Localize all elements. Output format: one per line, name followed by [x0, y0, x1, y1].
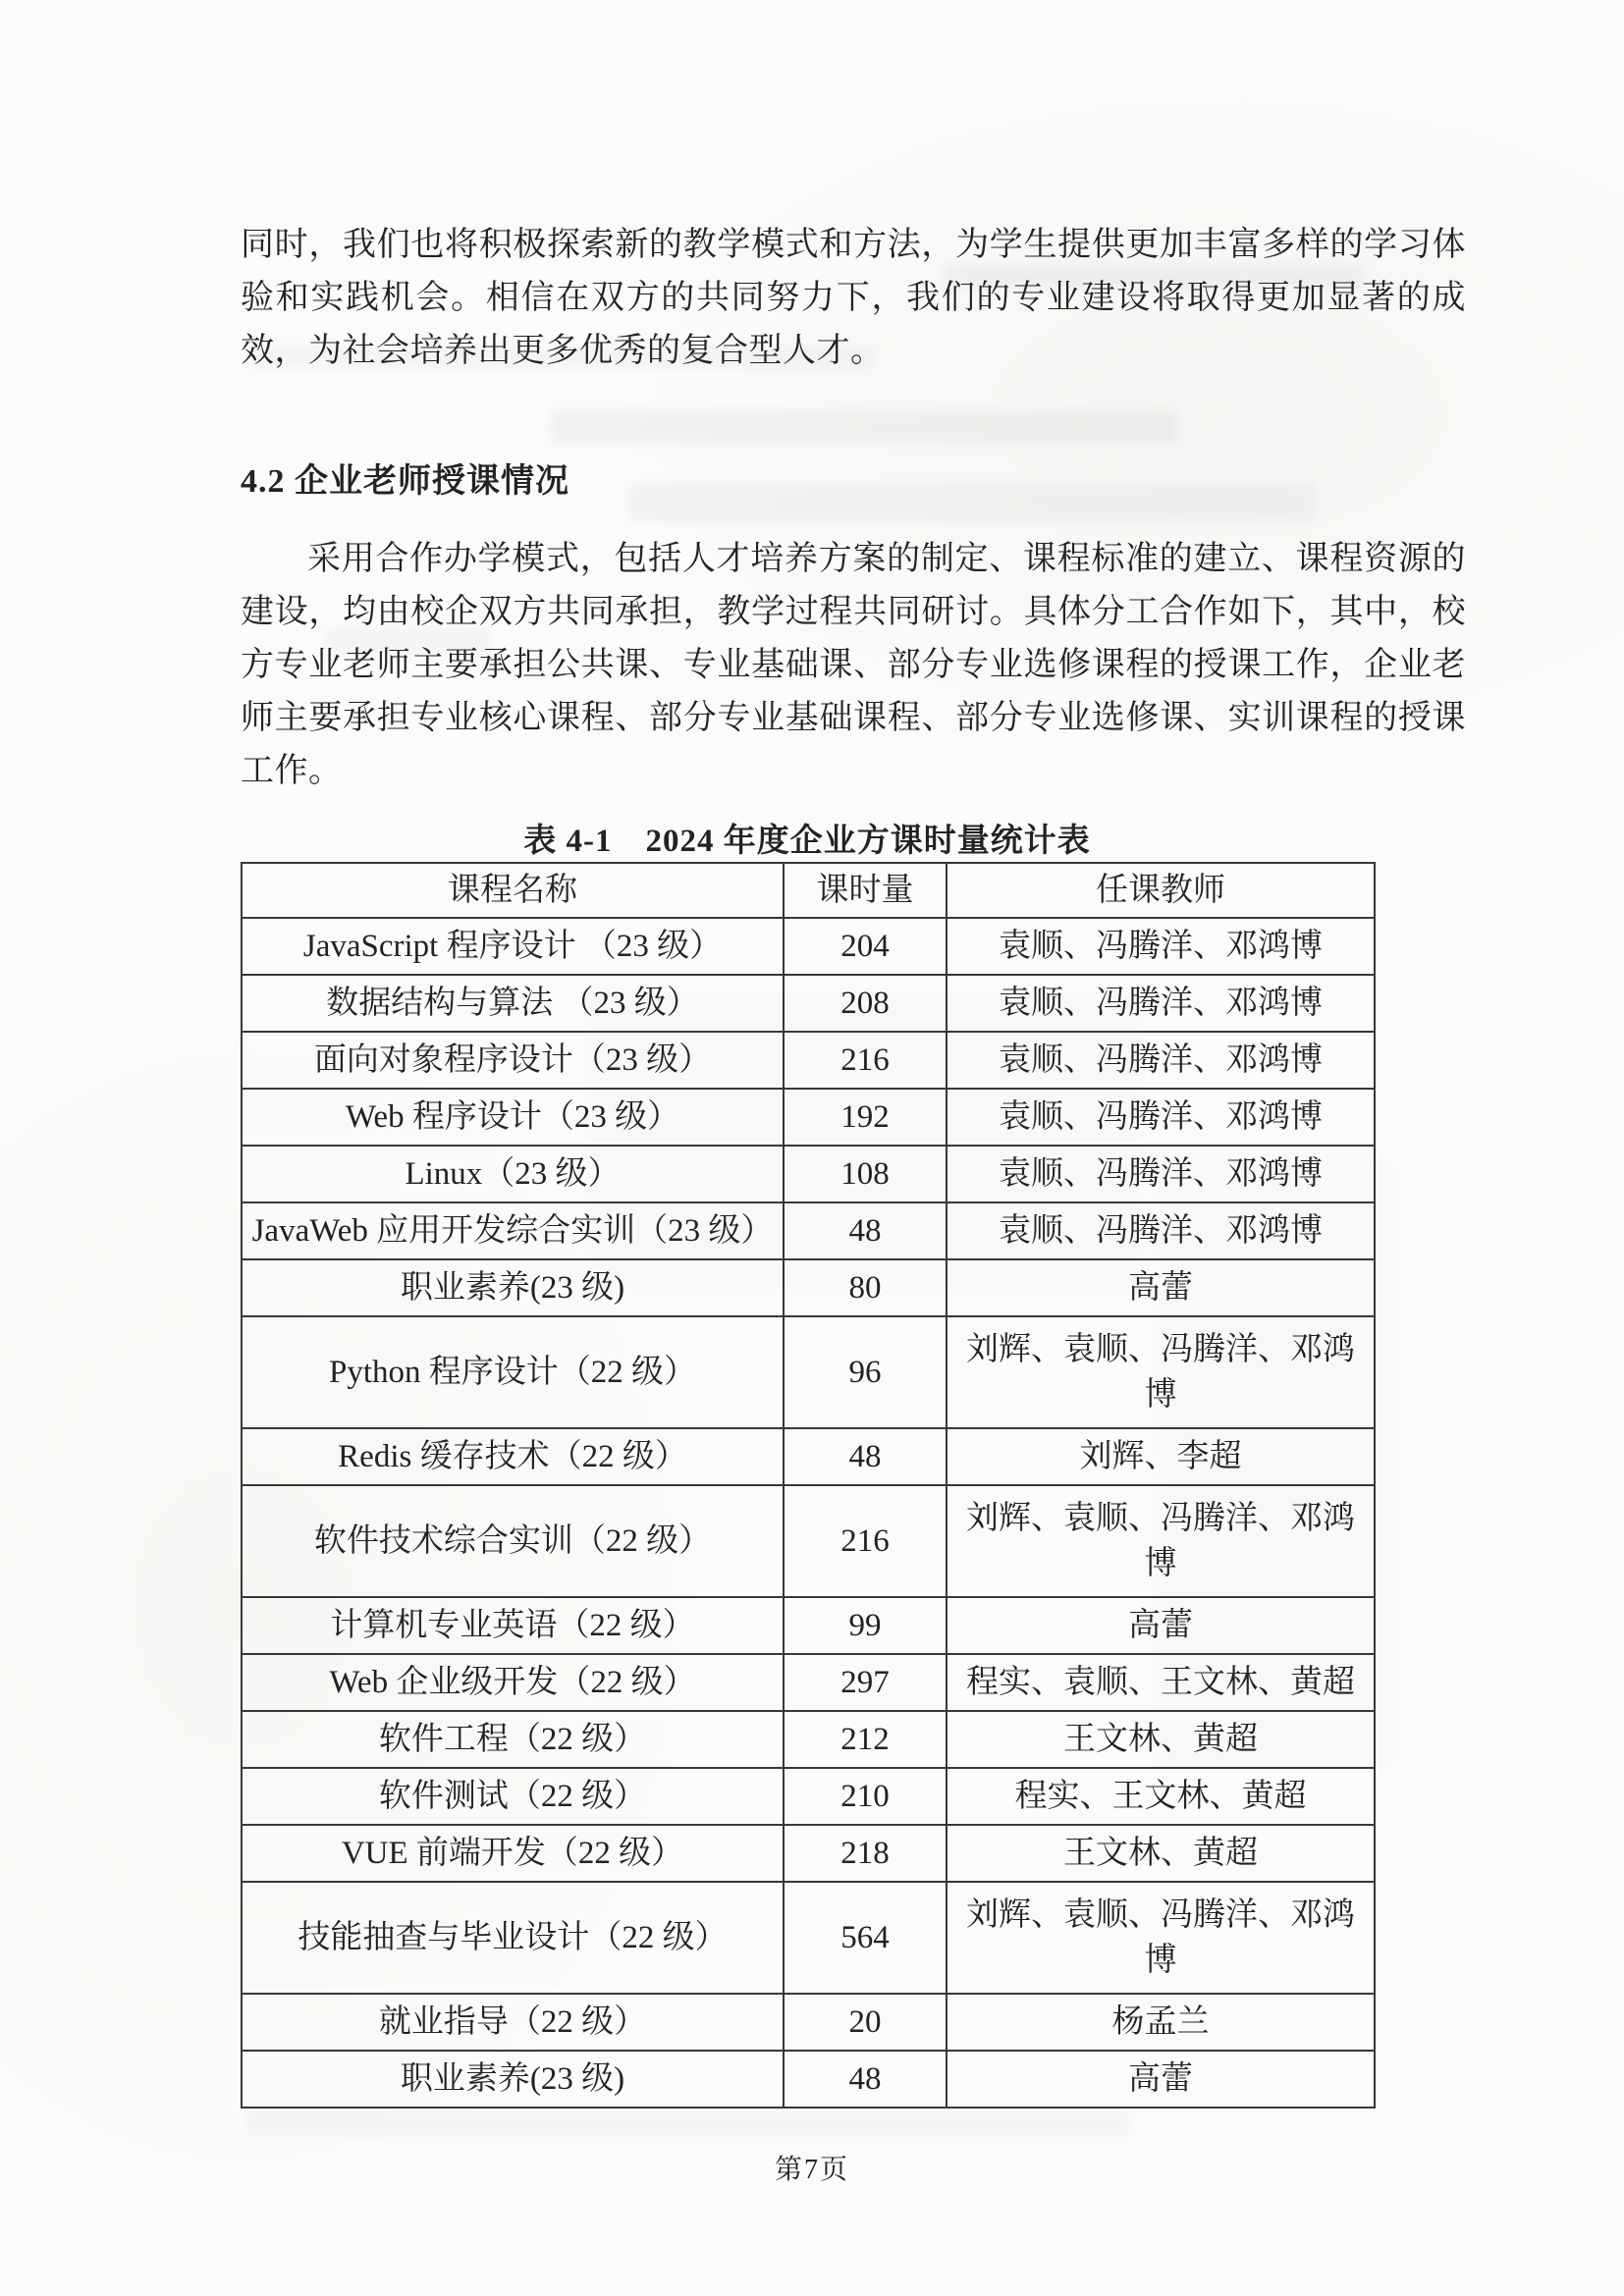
table-body [242, 918, 1375, 2108]
page-number: 第7页 [774, 2155, 849, 2185]
course-cell: Web 企业级开发（22 级） [242, 1654, 784, 1711]
hours-cell: 48 [784, 1202, 947, 1259]
teachers-cell: 袁顺、冯腾洋、邓鸿博 [947, 975, 1375, 1032]
teachers-cell: 袁顺、冯腾洋、邓鸿博 [947, 1032, 1375, 1089]
course-cell: 数据结构与算法 （23 级） [242, 975, 784, 1032]
hours-cell: 204 [784, 918, 947, 975]
hours-cell: 20 [784, 1994, 947, 2051]
table-row [242, 1825, 1375, 1882]
course-cell: 职业素养(23 级) [242, 2051, 784, 2108]
table-row [242, 975, 1375, 1032]
hours-cell: 80 [784, 1259, 947, 1316]
course-cell: 计算机专业英语（22 级） [242, 1597, 784, 1654]
hours-cell: 564 [784, 1882, 947, 1994]
teachers-cell: 高蕾 [947, 1259, 1375, 1316]
course-cell: JavaWeb 应用开发综合实训（23 级） [242, 1202, 784, 1259]
header-teachers: 任课教师 [947, 863, 1375, 918]
section-heading: 4.2 企业老师授课情况 [241, 463, 569, 500]
course-cell: 软件工程（22 级） [242, 1711, 784, 1768]
course-cell: Linux（23 级） [242, 1146, 784, 1202]
teachers-cell: 程实、王文林、黄超 [947, 1768, 1375, 1825]
course-cell: 就业指导（22 级） [242, 1994, 784, 2051]
hours-cell: 297 [784, 1654, 947, 1711]
hours-cell: 96 [784, 1316, 947, 1428]
scan-artifact [550, 410, 1178, 444]
course-cell: 软件测试（22 级） [242, 1768, 784, 1825]
course-cell: 职业素养(23 级) [242, 1259, 784, 1316]
table-row [242, 1768, 1375, 1825]
scan-artifact [628, 483, 1316, 522]
course-cell: Redis 缓存技术（22 级） [242, 1428, 784, 1485]
course-cell: 软件技术综合实训（22 级） [242, 1485, 784, 1597]
header-course-name: 课程名称 [242, 863, 784, 918]
teachers-cell: 刘辉、袁顺、冯腾洋、邓鸿博 [947, 1316, 1375, 1428]
hours-cell: 48 [784, 2051, 947, 2108]
table-row [242, 1428, 1375, 1485]
teachers-cell: 袁顺、冯腾洋、邓鸿博 [947, 918, 1375, 975]
teachers-cell: 袁顺、冯腾洋、邓鸿博 [947, 1202, 1375, 1259]
table-row [242, 1032, 1375, 1089]
hours-cell: 216 [784, 1032, 947, 1089]
scan-artifact [245, 2110, 1129, 2136]
teachers-cell: 袁顺、冯腾洋、邓鸿博 [947, 1146, 1375, 1202]
table-row [242, 1654, 1375, 1711]
table-row [242, 1259, 1375, 1316]
hours-cell: 218 [784, 1825, 947, 1882]
hours-cell: 99 [784, 1597, 947, 1654]
hours-cell: 108 [784, 1146, 947, 1202]
paragraph-section-body: 采用合作办学模式，包括人才培养方案的制定、课程标准的建立、课程资源的建设，均由校企双方共同承担，教学过程共同研讨。具体分工合作如下，其中，校方专业老师主要承担公共课、专业基础课、部分专业选修课程的授课工作，企业老师主要承担专业核心课程、部分专业基础课程、部分专业选修课、实训课程的授课工作。 [241, 541, 1466, 789]
course-cell: 技能抽查与毕业设计（22 级） [242, 1882, 784, 1994]
course-cell: VUE 前端开发（22 级） [242, 1825, 784, 1882]
paragraph-conclusion: 同时，我们也将积极探索新的教学模式和方法，为学生提供更加丰富多样的学习体验和实践机会。相信在双方的共同努力下，我们的专业建设将取得更加显著的成效，为社会培养出更多优秀的复合型人才。 [241, 227, 1466, 369]
table-row [242, 1202, 1375, 1259]
teachers-cell: 刘辉、袁顺、冯腾洋、邓鸿博 [947, 1485, 1375, 1597]
hours-cell: 208 [784, 975, 947, 1032]
table-caption: 表 4-1 2024 年度企业方课时量统计表 [523, 824, 1091, 859]
hours-cell: 212 [784, 1711, 947, 1768]
table-row [242, 918, 1375, 975]
teachers-cell: 高蕾 [947, 1597, 1375, 1654]
header-class-hours: 课时量 [784, 863, 947, 918]
course-hours-table [241, 862, 1376, 2109]
teachers-cell: 刘辉、袁顺、冯腾洋、邓鸿博 [947, 1882, 1375, 1994]
teachers-cell: 高蕾 [947, 2051, 1375, 2108]
table-row [242, 1711, 1375, 1768]
table-row [242, 1994, 1375, 2051]
hours-cell: 216 [784, 1485, 947, 1597]
table-row [242, 1316, 1375, 1428]
course-cell: JavaScript 程序设计 （23 级） [242, 918, 784, 975]
course-cell: Python 程序设计（22 级） [242, 1316, 784, 1428]
teachers-cell: 王文林、黄超 [947, 1825, 1375, 1882]
hours-cell: 48 [784, 1428, 947, 1485]
teachers-cell: 袁顺、冯腾洋、邓鸿博 [947, 1089, 1375, 1146]
teachers-cell: 刘辉、李超 [947, 1428, 1375, 1485]
hours-cell: 192 [784, 1089, 947, 1146]
teachers-cell: 杨孟兰 [947, 1994, 1375, 2051]
hours-cell: 210 [784, 1768, 947, 1825]
table-row [242, 2051, 1375, 2108]
table-row [242, 1089, 1375, 1146]
table-row [242, 1882, 1375, 1994]
teachers-cell: 程实、袁顺、王文林、黄超 [947, 1654, 1375, 1711]
table-row [242, 1485, 1375, 1597]
table-row [242, 1597, 1375, 1654]
course-cell: Web 程序设计（23 级） [242, 1089, 784, 1146]
table-header-row [242, 863, 1375, 918]
course-cell: 面向对象程序设计（23 级） [242, 1032, 784, 1089]
table-row [242, 1146, 1375, 1202]
teachers-cell: 王文林、黄超 [947, 1711, 1375, 1768]
